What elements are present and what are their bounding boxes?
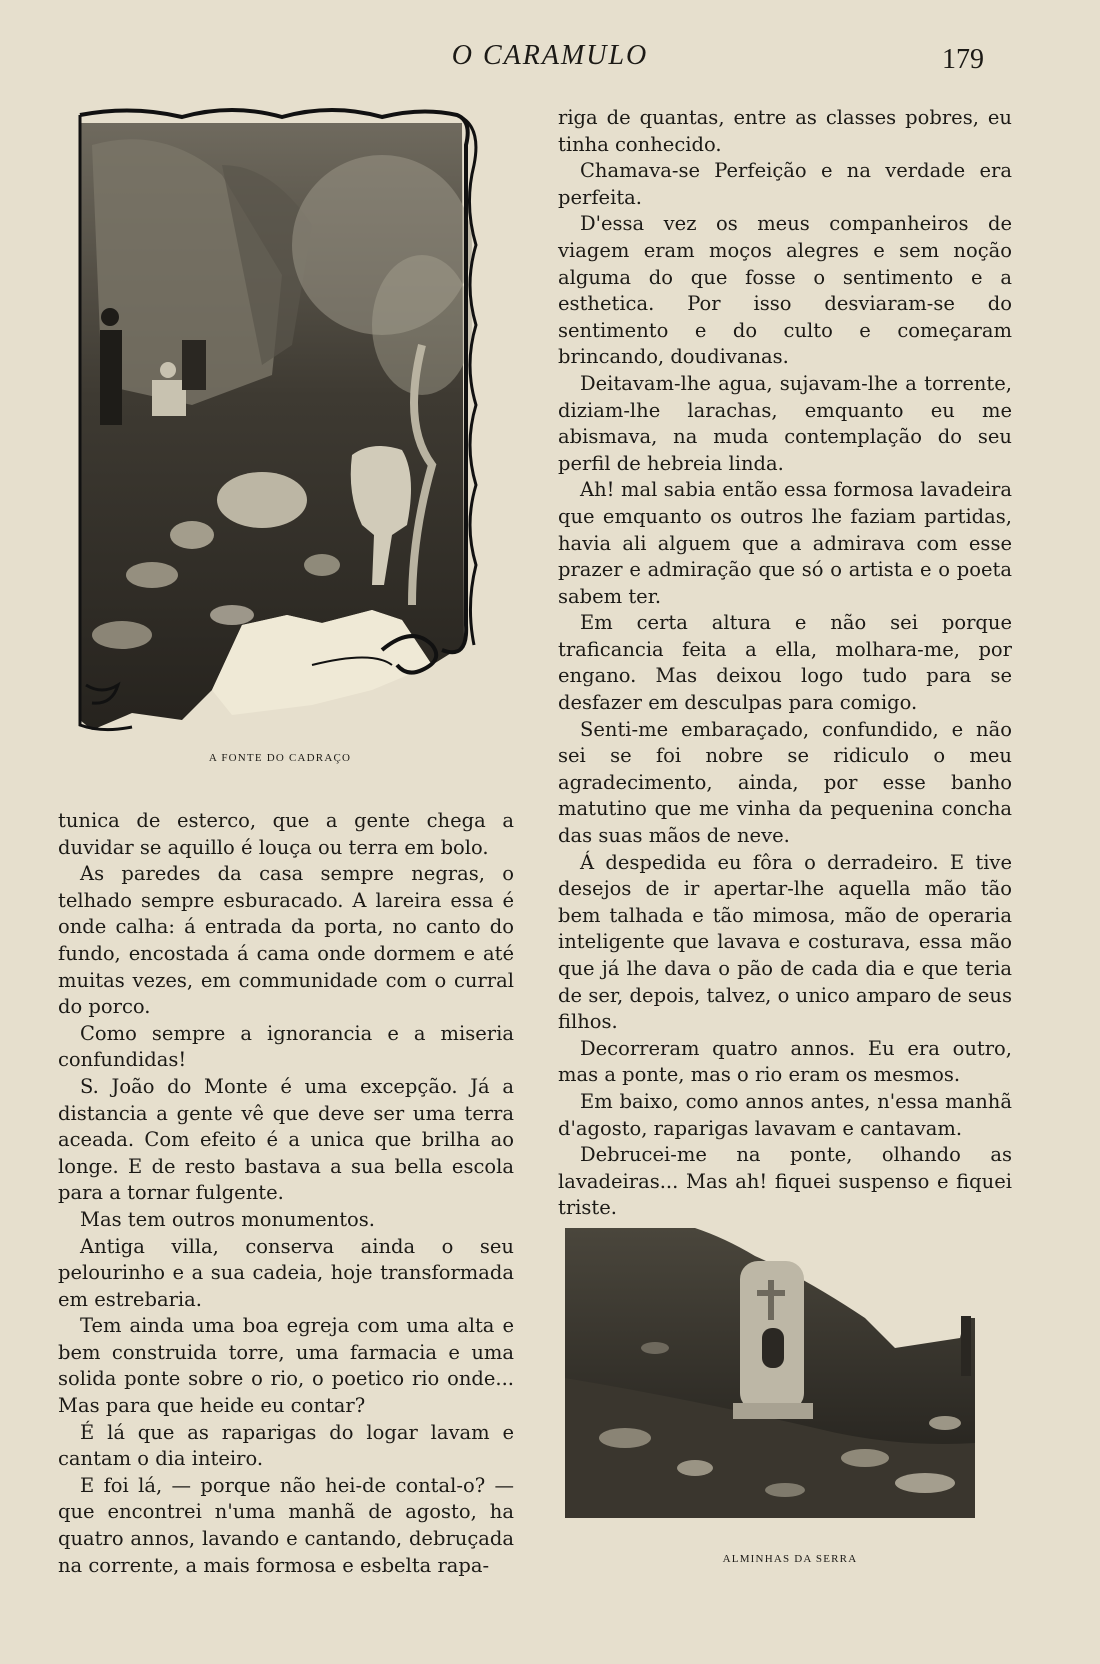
figure-caption-2: ALMINHAS DA SERRA bbox=[722, 1553, 858, 1565]
figure-alminhas-da-serra bbox=[565, 1228, 998, 1518]
paragraph: riga de quantas, entre as classes pobres, eu tinha conhecido. bbox=[558, 106, 1012, 156]
photo-rocky-stream-with-donkey bbox=[72, 105, 492, 745]
page-number: 179 bbox=[942, 44, 984, 75]
photo-wayside-shrine bbox=[565, 1228, 998, 1518]
right-column-text bbox=[558, 105, 1012, 1222]
paragraph: D'essa vez os meus companheiros de viagem eram moços alegres e sem noção alguma do que fosse o sentimento e a esthetica. Por isso desviaram-se do sentimento e do culto e começaram brincando, doudivanas. bbox=[558, 212, 1012, 369]
paragraph: As paredes da casa sempre negras, o telhado sempre esburacado. A lareira essa é onde calha: á entrada da porta, no canto do fundo, encostada á cama onde dormem e até muitas vezes, em communidade com o curral do porco. bbox=[58, 862, 514, 1019]
paragraph: E foi lá, — porque não hei-de contal-o? — que encontrei n'uma manhã de agosto, ha quatro annos, lavando e cantando, debruçada na corrente, a mais formosa e esbelta rapa- bbox=[58, 1473, 514, 1577]
paragraph: Deitavam-lhe agua, sujavam-lhe a torrente, diziam-lhe larachas, emquanto eu me abismava, na muda contemplação do seu perfil de hebreia linda. bbox=[558, 371, 1012, 475]
paragraph: Senti-me embaraçado, confundido, e não sei se foi nobre se ridiculo o meu agradecimento, ainda, por esse banho matutino que me vinha da pequenina concha das suas mãos de neve. bbox=[558, 717, 1012, 848]
paragraph: Em baixo, como annos antes, n'essa manhã d'agosto, raparigas lavavam e cantavam. bbox=[558, 1089, 1012, 1140]
paragraph: Decorreram quatro annos. Eu era outro, mas a ponte, mas o rio eram os mesmos. bbox=[558, 1036, 1012, 1087]
paragraph: Chamava-se Perfeição e na verdade era perfeita. bbox=[558, 159, 1012, 209]
paragraph: tunica de esterco, que a gente chega a duvidar se aquillo é louça ou terra em bolo. bbox=[58, 809, 514, 859]
running-header-title: O CARAMULO bbox=[451, 40, 649, 71]
figure-fonte-do-cadraco bbox=[72, 105, 492, 745]
paragraph: Mas tem outros monumentos. bbox=[80, 1207, 375, 1231]
paragraph: S. João do Monte é uma excepção. Já a distancia a gente vê que deve ser uma terra aceada. Com efeito é a unica que brilha ao longe. E de resto bastava a sua bella escola para a tornar fulgente. bbox=[58, 1074, 514, 1205]
paragraph: Em certa altura e não sei porque traficancia feita a ella, molhara-me, por engano. Mas deixou logo tudo para se desfazer em desculpas para comigo. bbox=[558, 611, 1012, 715]
figure-caption-1: A FONTE DO CADRAÇO bbox=[208, 752, 352, 764]
paragraph: Como sempre a ignorancia e a miseria confundidas! bbox=[58, 1021, 514, 1072]
paragraph: Ah! mal sabia então essa formosa lavadeira que emquanto os outros lhe faziam partidas, havia ali alguem que a admirava com esse prazer e admiração que só o artista e o poeta sabem ter. bbox=[558, 478, 1012, 608]
paragraph: É lá que as raparigas do logar lavam e cantam o dia inteiro. bbox=[58, 1420, 514, 1471]
paragraph: Á despedida eu fôra o derradeiro. E tive desejos de ir apertar-lhe aquella mão tão bem talhada e tão mimosa, mão de operaria inteligente que lavava e costurava, essa mão que já lhe dava o pão de cada dia e que teria de ser, depois, talvez, o unico amparo de seus filhos. bbox=[558, 850, 1012, 1034]
paragraph: Tem ainda uma boa egreja com uma alta e bem construida torre, uma farmacia e uma solida ponte sobre o rio, o poetico rio onde... Mas para que heide eu contar? bbox=[58, 1314, 514, 1418]
paragraph: Antiga villa, conserva ainda o seu pelourinho e a sua cadeia, hoje transformada em estrebaria. bbox=[58, 1234, 514, 1311]
paragraph: Debrucei-me na ponte, olhando as lavadeiras... Mas ah! fiquei suspenso e fiquei triste. bbox=[558, 1143, 1012, 1220]
left-column-text bbox=[58, 808, 514, 1579]
